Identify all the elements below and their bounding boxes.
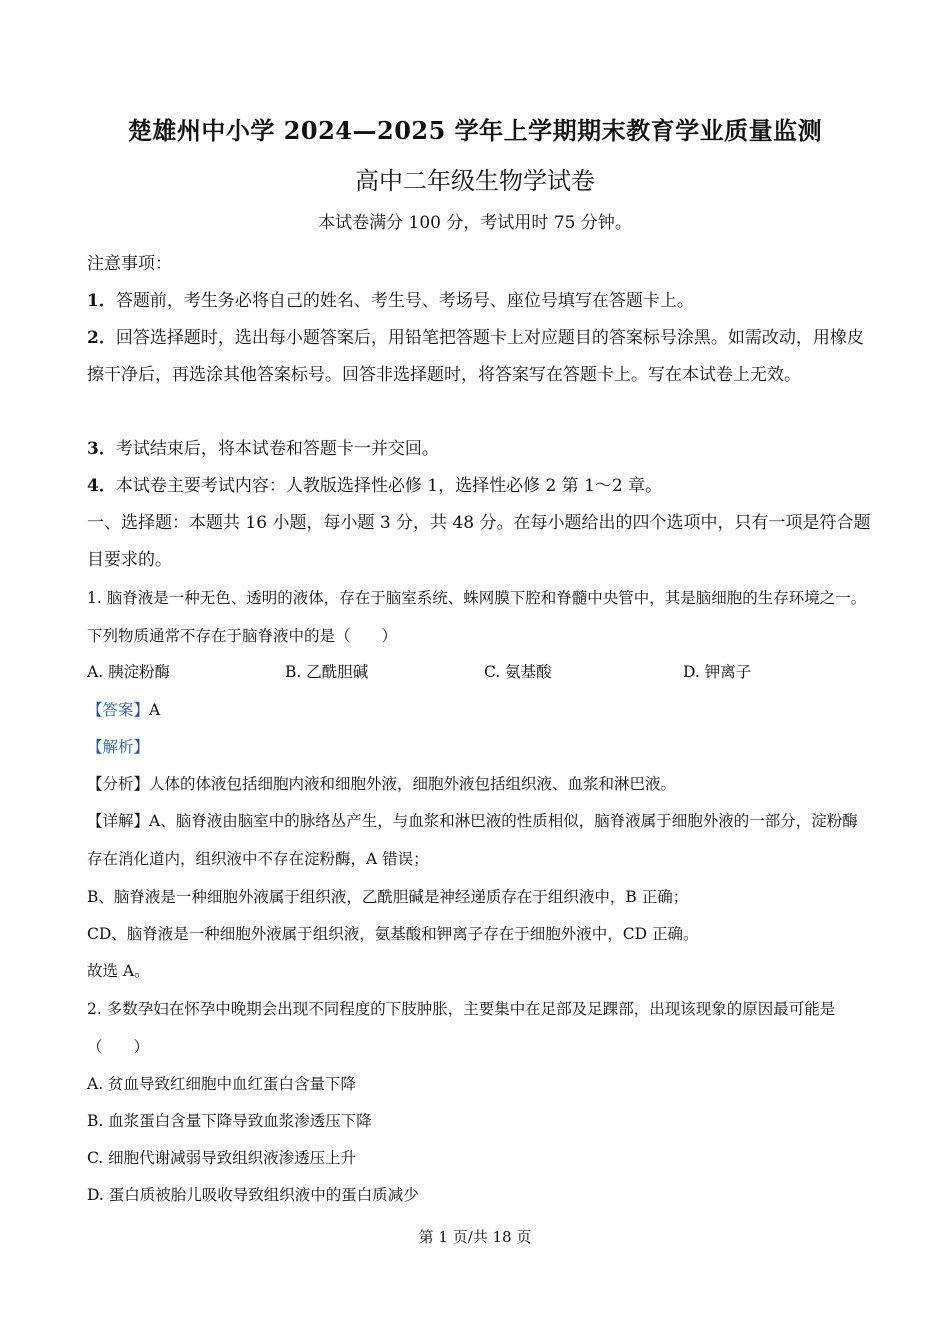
option-d: D. 钾离子 (683, 663, 752, 681)
analysis-tag: 【解析】 (87, 738, 150, 756)
question-2-stem: 2. 多数孕妇在怀孕中晚期会出现不同程度的下肢肿胀，主要集中在足部及足踝部，出现该现象的原因最可能是（ ） (87, 1000, 836, 1056)
notice-item-number: 4． (87, 476, 116, 496)
answer-tag: 【答案】 (87, 701, 150, 719)
page-number: 第 1 页/共 18 页 (418, 1228, 532, 1246)
notice-item-text: 本试卷主要考试内容：人教版选择性必修 1，选择性必修 2 第 1～2 章。 (115, 476, 663, 496)
notice-item-text: 考试结束后，将本试卷和答题卡一并交回。 (115, 439, 439, 459)
answer-value: A (149, 701, 161, 719)
notice-item-3 (87, 431, 872, 468)
question-1-stem: 1. 脑脊液是一种无色、透明的液体，存在于脑室系统、蛛网膜下腔和脊髓中央管中，其是脑细胞的生存环境之一。下列物质通常不存在于脑脊液中的是（ ） (87, 589, 867, 645)
notice-item-2 (87, 320, 872, 394)
notice-item-number: 2． (87, 328, 116, 348)
question-1-options (87, 657, 872, 687)
answer-line (87, 692, 872, 730)
fenxi-text: 人体的体液包括细胞内液和细胞外液，细胞外液包括组织液、血浆和淋巴液。 (149, 775, 677, 793)
question-2-option-c: C. 细胞代谢减弱导致组织液渗透压上升 (87, 1149, 357, 1167)
question-2-option-a: A. 贫血导致红细胞中血红蛋白含量下降 (87, 1075, 357, 1093)
notice-item-1 (87, 283, 872, 320)
notice-item-4 (87, 468, 872, 505)
detail-line-b: B、脑脊液是一种细胞外液属于组织液，乙酰胆碱是神经递质存在于组织液中，B 正确； (87, 888, 689, 906)
option-b: B. 乙酰胆碱 (285, 663, 369, 681)
section-heading: 一、选择题：本题共 16 小题，每小题 3 分，共 48 分。在每小题给出的四个选项中，只有一项是符合题目要求的。 (87, 513, 871, 570)
exam-info: 本试卷满分 100 分，考试用时 75 分钟。 (318, 213, 632, 233)
fenxi-line (87, 766, 872, 804)
fenxi-tag: 【分析】 (87, 775, 150, 793)
option-c: C. 氨基酸 (484, 663, 552, 681)
analysis-line (87, 729, 872, 767)
notice-item-text: 答题前，考生务必将自己的姓名、考生号、考场号、座位号填写在答题卡上。 (115, 291, 694, 311)
detail-tag: 【详解】 (87, 812, 150, 830)
detail-paragraph (87, 803, 872, 878)
detail-text: A、脑脊液由脑室中的脉络丛产生，与血浆和淋巴液的性质相似，脑脊液属于细胞外液的一部分，淀粉酶存在消化道内，组织液中不存在淀粉酶，A 错误； (87, 812, 858, 868)
detail-line-cd: CD、脑脊液是一种细胞外液属于组织液，氨基酸和钾离子存在于细胞外液中，CD 正确。 (87, 925, 699, 943)
notice-item-number: 3． (87, 439, 116, 459)
notice-item-text: 回答选择题时，选出每小题答案后，用铅笔把答题卡上对应题目的答案标号涂黑。如需改动，用橡皮擦干净后，再选涂其他答案标号。回答非选择题时，将答案写在答题卡上。写在本试卷上无效。 (87, 328, 864, 385)
notice-heading: 注意事项： (87, 254, 172, 274)
exam-title: 楚雄州中小学 2024—2025 学年上学期期末教育学业质量监测 (127, 116, 823, 145)
question-2-option-b: B. 血浆蛋白含量下降导致血浆渗透压下降 (87, 1112, 372, 1130)
question-2-option-d: D. 蛋白质被胎儿吸收导致组织液中的蛋白质减少 (87, 1186, 419, 1204)
conclusion-line: 故选 A。 (87, 962, 150, 980)
option-a: A. 胰淀粉酶 (87, 663, 171, 681)
notice-item-number: 1． (87, 291, 116, 311)
exam-subject-title: 高中二年级生物学试卷 (355, 167, 595, 195)
